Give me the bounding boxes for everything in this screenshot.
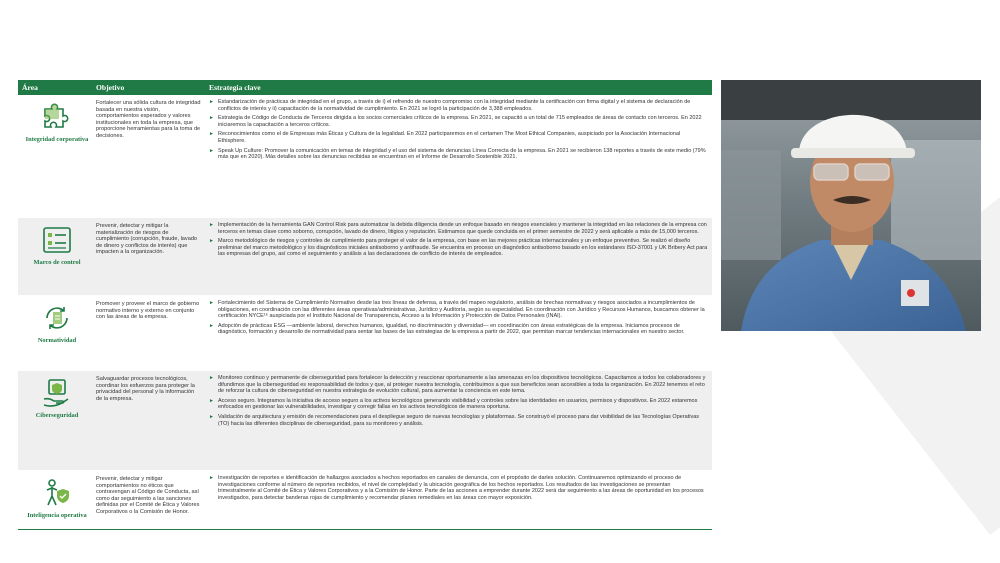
table-row bbox=[18, 296, 712, 371]
person-shield-icon bbox=[41, 477, 73, 509]
header-estrategia: Estrategia clave bbox=[209, 83, 261, 92]
list-item: ► Estrategia de Código de Conducta de Terceros dirigida a los socios comerciales críticos de la empresa. En 2021, se capacitó a un total de 715 empleados de áreas de contacto con terceros. En 2022 iniciaremos la capacitación a terceros críticos. bbox=[209, 115, 702, 128]
list-item: ► Marco metodológico de riesgos y controles de cumplimiento para proteger el valor de la empresa, con base en las mejores prácticas internacionales y un enfoque preventivo. Se realizó el diseño preliminar del marco metodológico y los diagnósticos iniciales antisoborno y antifraude. Se encuentra en proceso un diagnóstico antisoborno basado en los estándares ISO-37001 y UK Bribery Act para las empresas del grupo, así como el seguimiento y análisis a las declaraciones de conflicto de interés de empleados. bbox=[209, 238, 708, 258]
area-label: Normatividad bbox=[37, 337, 77, 344]
objective-text: Prevenir, detectar y mitigar comportamientos no éticos que contravengan al Código de Conducta, así como dar seguimiento a las sanciones definidas por el Comité de Ética y Valores Corporativos o la Comisión de Honor. bbox=[96, 476, 200, 515]
worker-photo bbox=[721, 80, 981, 331]
list-item: ► Fortalecimiento del Sistema de Cumplimiento Normativo desde las tres líneas de defensa, a través del mapeo regulatorio, análisis de brechas normativas y riesgos asociados a incumplimientos de obligaciones, en coordinación con las diferentes áreas operativas/administrativas, Jurídico y Auditoría, según su especialidad. En coordinación con Jurídico y Recursos Humanos, buscamos obtener la certificación NYCE¹⁶ auspiciada por el Instituto Nacional de Transparencia, Acceso a la Información y Protección de Datos Personales (INAI). bbox=[209, 300, 705, 320]
list-item: ► Adopción de prácticas ESG —ambiente laboral, derechos humanos, igualdad, no discriminación y diversidad— en coordinación con áreas estratégicas de la empresa. Iniciamos procesos de diagnóstico, formación y desarrollo de normatividad para sentar las bases de las estrategias de la empresa a partir de 2022, que permitan marcar tendencias internacionales en nuestro sector. bbox=[209, 322, 685, 336]
puzzle-icon bbox=[41, 101, 73, 133]
strategy-table bbox=[18, 80, 712, 549]
area-label: Marco de control bbox=[33, 259, 81, 266]
bullet-arrow-icon: ► bbox=[209, 375, 214, 381]
strategy-list bbox=[209, 95, 712, 217]
worker-portrait-image bbox=[721, 80, 981, 331]
table-row bbox=[18, 95, 712, 218]
strategy-list bbox=[209, 371, 712, 470]
area-cell bbox=[18, 95, 96, 217]
header-area: Área bbox=[22, 83, 38, 92]
objective-text: Promover y proveer el marco de gobierno normativo interno y externo en conjunto con las áreas de la empresa. bbox=[96, 301, 200, 321]
list-item: ► Investigación de reportes e identificación de hallazgos asociados a hechos reportados en canales de denuncia, con el propósito de darles solución. Continuaremos optimizando el proceso de investigaciones conforme al número de reportes recibidos, el nivel de complejidad y la ubicación geográfica de los hechos reportados. Los resultados de las investigaciones se presentan trimestralmente al Comité de Ética y Valores Corporativos y a la Comisión de Honor. Parte de las acciones a emprender durante 2022 será dar seguimiento a las áreas de oportunidad en los procesos investigados, para detectar banderas rojas de cumplimiento y recomendar planes remediales en las áreas con mayor exposición. bbox=[209, 475, 704, 501]
objective-text: Prevenir, detectar y mitigar la materialización de riesgos de cumplimiento (corrupción, fraude, lavado de dinero y conflictos de interés) que impacten a la organización. bbox=[96, 223, 198, 256]
table-bottom-rule bbox=[18, 529, 712, 530]
bullet-arrow-icon: ► bbox=[209, 475, 214, 481]
objective-text: Salvaguardar procesos tecnológicos, coordinar los esfuerzos para proteger la privacidad del personal y la información de la empresa. bbox=[96, 376, 195, 402]
bullet-arrow-icon: ► bbox=[209, 397, 214, 404]
bullet-arrow-icon: ► bbox=[209, 99, 214, 105]
list-item: ► Monitoreo continuo y permanente de ciberseguridad para fortalecer la detección y reaccionar oportunamente a las amenazas en los dispositivos tecnológicos. Capacitamos a todos los colaboradores y difundimos que la ciberseguridad es responsabilidad de todos y que, al proteger nuestra tecnología, contribuimos a que sus beneficios sean accesibles a toda la organización. En 2022 tenemos el reto de reforzar la cultura de ciberseguridad en nuestra estrategia de evolución cultural, para aumentar la conciencia en este tema. bbox=[209, 375, 706, 395]
document-cycle-icon bbox=[41, 302, 73, 334]
area-label: Integridad corporativa bbox=[25, 136, 89, 143]
bullet-arrow-icon: ► bbox=[209, 115, 214, 122]
shield-hand-icon bbox=[41, 377, 73, 409]
strategy-list bbox=[209, 296, 712, 370]
table-header bbox=[18, 80, 712, 95]
list-item: ► Acceso seguro. Integramos la iniciativa de acceso seguro a los activos tecnológicos generando visibilidad y controles sobre las identidades en usuarios, permisos y dispositivos. En 2022 estaremos enfocados en gestionar las vulnerabilidades, investigar y corregir fallas en los activos tecnológicos de manera oportuna. bbox=[209, 397, 698, 411]
bullet-arrow-icon: ► bbox=[209, 238, 214, 245]
area-label: Inteligencia operativa bbox=[27, 512, 87, 519]
table-row bbox=[18, 371, 712, 471]
bullet-arrow-icon: ► bbox=[209, 413, 214, 420]
bullet-arrow-icon: ► bbox=[209, 222, 214, 228]
bullet-arrow-icon: ► bbox=[209, 147, 214, 154]
list-item: ► Speak Up Culture: Promover la comunicación en temas de integridad y el uso del sistema de denuncias Línea Correcta de la empresa. En 2021 se recibieron 138 reportes a través de este medio (79% más que en 2020). Más detalles sobre las denuncias recibidas se encuentran en el Informe de Desarrollo Sostenible 2021. bbox=[209, 147, 706, 161]
list-item: ► Estandarización de prácticas de integridad en el grupo, a través de i) el refrendo de nuestro compromiso con la integridad mediante la certificación con firma digital y el sistema de declaración de conflictos de interés y ii) capacitación de la normatividad de cumplimiento. En 2021 se logró la participación de 3,388 empleados. bbox=[209, 99, 691, 112]
objective-text: Fortalecer una sólida cultura de integridad basada en nuestra visión, comportamientos esperados y valores institucionales en toda la empresa, que proporcione herramientas para la toma de decisiones. bbox=[96, 100, 201, 139]
bullet-arrow-icon: ► bbox=[209, 131, 214, 138]
list-item: ► Reconocimientos como el de Empresas más Éticas y Cultura de la legalidad. En 2022 participaremos en el certamen The Most Ethical Companies, auspiciado por la Asociación Internacional Ethisphere. bbox=[209, 131, 681, 144]
table-row bbox=[18, 471, 712, 549]
checklist-icon bbox=[41, 224, 73, 256]
table-row bbox=[18, 218, 712, 296]
area-cell bbox=[18, 471, 96, 548]
bullet-arrow-icon: ► bbox=[209, 322, 214, 329]
area-cell bbox=[18, 371, 96, 470]
strategy-list bbox=[209, 218, 712, 295]
list-item: ► Implementación de la herramienta GAN Control Risk para automatizar la debida diligencia desde un enfoque basado en riesgos esenciales y mantener la integridad en las relaciones de la empresa con terceros en temas clave como soborno, corrupción, lavado de dinero, litigios y reputación. Estimamos que quede concluida en el primer semestre de 2022 y será aplicable a más de 15,000 terceros. bbox=[209, 222, 707, 235]
area-cell bbox=[18, 218, 96, 295]
header-objetivo: Objetivo bbox=[96, 83, 125, 92]
strategy-list bbox=[209, 471, 712, 548]
area-cell bbox=[18, 296, 96, 370]
bullet-arrow-icon: ► bbox=[209, 300, 214, 306]
list-item: ► Validación de arquitectura y emisión de recomendaciones para el despliegue seguro de nuevas tecnologías y plataformas. Se construyó el proceso para dar visibilidad de las Tecnologías Operativas (TO) hacia las diferentes disciplinas de ciberseguridad, para su monitoreo y análisis. bbox=[209, 413, 700, 427]
area-label: Ciberseguridad bbox=[35, 412, 79, 419]
